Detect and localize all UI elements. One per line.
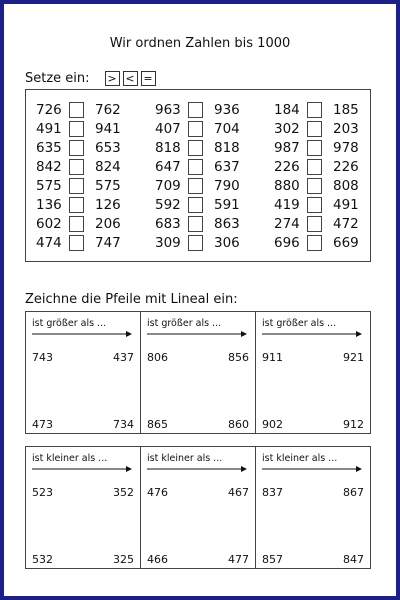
- answer-box[interactable]: [307, 235, 322, 251]
- answer-box[interactable]: [69, 121, 84, 137]
- right-number: 185: [333, 101, 359, 118]
- right-number: 863: [214, 216, 240, 233]
- comparison-row: [36, 138, 129, 157]
- answer-box[interactable]: [69, 140, 84, 156]
- number-top-left: 911: [262, 351, 283, 364]
- arrow-cell: [256, 312, 370, 433]
- number-top-right: 921: [343, 351, 364, 364]
- arrow-cell: [141, 312, 256, 433]
- relation-label: ist größer als ...: [32, 318, 107, 329]
- answer-box[interactable]: [307, 121, 322, 137]
- number-top-left: 476: [147, 486, 168, 499]
- arrow-cell: [141, 447, 256, 568]
- right-number: 936: [214, 101, 240, 118]
- comparison-column-1: [36, 100, 129, 253]
- right-number: 126: [95, 197, 121, 214]
- relation-label: ist kleiner als ...: [262, 453, 338, 464]
- answer-box[interactable]: [188, 216, 203, 232]
- right-number: 491: [333, 197, 359, 214]
- arrow-right-icon: [147, 466, 247, 472]
- left-number: 592: [155, 197, 181, 214]
- comparison-row: [155, 138, 248, 157]
- number-top-right: 437: [113, 351, 134, 364]
- number-bottom-right: 860: [228, 418, 249, 431]
- comparison-row: [274, 176, 367, 195]
- left-number: 274: [274, 216, 300, 233]
- comparison-row: [155, 234, 248, 253]
- answer-box[interactable]: [69, 178, 84, 194]
- left-number: 491: [36, 120, 62, 137]
- right-number: 206: [95, 216, 121, 233]
- answer-box[interactable]: [69, 159, 84, 175]
- left-number: 880: [274, 177, 300, 194]
- greater-than-arrow-section: [25, 311, 371, 434]
- left-number: 136: [36, 197, 62, 214]
- comparison-row: [274, 138, 367, 157]
- number-top-left: 743: [32, 351, 53, 364]
- left-number: 474: [36, 235, 62, 252]
- comparison-row: [155, 157, 248, 176]
- comparison-exercise: [25, 89, 371, 262]
- comparison-column-3: [274, 100, 367, 253]
- answer-box[interactable]: [188, 235, 203, 251]
- right-number: 306: [214, 235, 240, 252]
- relation-label: ist kleiner als ...: [32, 453, 108, 464]
- left-number: 407: [155, 120, 181, 137]
- arrow-right-icon: [262, 331, 362, 337]
- arrow-right-icon: [32, 331, 132, 337]
- relation-label: ist größer als ...: [147, 318, 222, 329]
- arrow-right-icon: [262, 466, 362, 472]
- left-number: 842: [36, 158, 62, 175]
- arrow-cell: [256, 447, 370, 568]
- number-top-right: 352: [113, 486, 134, 499]
- answer-box[interactable]: [188, 140, 203, 156]
- less-than-arrow-section: [25, 446, 371, 569]
- number-top-left: 837: [262, 486, 283, 499]
- left-number: 575: [36, 177, 62, 194]
- number-bottom-right: 847: [343, 553, 364, 566]
- equal-symbol-box: =: [141, 71, 156, 86]
- answer-box[interactable]: [188, 197, 203, 213]
- right-number: 575: [95, 177, 121, 194]
- right-number: 824: [95, 158, 121, 175]
- comparison-row: [274, 234, 367, 253]
- number-bottom-right: 477: [228, 553, 249, 566]
- answer-box[interactable]: [307, 216, 322, 232]
- relation-label: ist größer als ...: [262, 318, 337, 329]
- comparison-column-2: [155, 100, 248, 253]
- number-top-left: 523: [32, 486, 53, 499]
- comparison-row: [36, 100, 129, 119]
- right-number: 941: [95, 120, 121, 137]
- comparison-row: [36, 215, 129, 234]
- answer-box[interactable]: [188, 159, 203, 175]
- arrows-heading: Zeichne die Pfeile mit Lineal ein:: [25, 292, 238, 307]
- number-top-left: 806: [147, 351, 168, 364]
- comparison-row: [36, 234, 129, 253]
- greater-symbol-box: >: [105, 71, 120, 86]
- left-number: 302: [274, 120, 300, 137]
- right-number: 808: [333, 177, 359, 194]
- answer-box[interactable]: [307, 197, 322, 213]
- left-number: 696: [274, 235, 300, 252]
- left-number: 963: [155, 101, 181, 118]
- comparison-row: [155, 215, 248, 234]
- answer-box[interactable]: [188, 121, 203, 137]
- left-number: 818: [155, 139, 181, 156]
- comparison-row: [155, 195, 248, 214]
- right-number: 203: [333, 120, 359, 137]
- right-number: 704: [214, 120, 240, 137]
- answer-box[interactable]: [69, 102, 84, 118]
- right-number: 762: [95, 101, 121, 118]
- number-top-right: 867: [343, 486, 364, 499]
- setze-instruction: [25, 71, 156, 86]
- right-number: 226: [333, 158, 359, 175]
- answer-box[interactable]: [69, 235, 84, 251]
- number-top-right: 467: [228, 486, 249, 499]
- number-bottom-left: 865: [147, 418, 168, 431]
- right-number: 653: [95, 139, 121, 156]
- answer-box[interactable]: [188, 178, 203, 194]
- right-number: 669: [333, 235, 359, 252]
- comparison-row: [274, 195, 367, 214]
- setze-label: Setze ein:: [25, 71, 90, 86]
- number-bottom-right: 325: [113, 553, 134, 566]
- comparison-row: [36, 195, 129, 214]
- left-number: 602: [36, 216, 62, 233]
- relation-label: ist kleiner als ...: [147, 453, 223, 464]
- arrow-right-icon: [147, 331, 247, 337]
- right-number: 591: [214, 197, 240, 214]
- right-number: 978: [333, 139, 359, 156]
- answer-box[interactable]: [307, 159, 322, 175]
- answer-box[interactable]: [307, 140, 322, 156]
- left-number: 419: [274, 197, 300, 214]
- number-bottom-right: 734: [113, 418, 134, 431]
- page-title: Wir ordnen Zahlen bis 1000: [109, 36, 291, 51]
- answer-box[interactable]: [188, 102, 203, 118]
- answer-box[interactable]: [307, 102, 322, 118]
- left-number: 987: [274, 139, 300, 156]
- comparison-row: [274, 157, 367, 176]
- less-symbol-box: <: [123, 71, 138, 86]
- left-number: 647: [155, 158, 181, 175]
- left-number: 709: [155, 177, 181, 194]
- number-bottom-left: 857: [262, 553, 283, 566]
- answer-box[interactable]: [69, 216, 84, 232]
- left-number: 683: [155, 216, 181, 233]
- number-bottom-left: 466: [147, 553, 168, 566]
- number-top-right: 856: [228, 351, 249, 364]
- number-bottom-right: 912: [343, 418, 364, 431]
- right-number: 472: [333, 216, 359, 233]
- right-number: 818: [214, 139, 240, 156]
- left-number: 309: [155, 235, 181, 252]
- right-number: 790: [214, 177, 240, 194]
- number-bottom-left: 902: [262, 418, 283, 431]
- right-number: 747: [95, 235, 121, 252]
- comparison-row: [36, 119, 129, 138]
- left-number: 184: [274, 101, 300, 118]
- number-bottom-left: 532: [32, 553, 53, 566]
- arrow-cell: [26, 312, 141, 433]
- comparison-row: [155, 100, 248, 119]
- comparison-row: [274, 100, 367, 119]
- right-number: 637: [214, 158, 240, 175]
- comparison-row: [274, 119, 367, 138]
- left-number: 226: [274, 158, 300, 175]
- arrow-right-icon: [32, 466, 132, 472]
- comparison-row: [274, 215, 367, 234]
- left-number: 726: [36, 101, 62, 118]
- comparison-row: [155, 176, 248, 195]
- answer-box[interactable]: [69, 197, 84, 213]
- arrow-cell: [26, 447, 141, 568]
- answer-box[interactable]: [307, 178, 322, 194]
- comparison-row: [155, 119, 248, 138]
- left-number: 635: [36, 139, 62, 156]
- comparison-row: [36, 157, 129, 176]
- comparison-row: [36, 176, 129, 195]
- number-bottom-left: 473: [32, 418, 53, 431]
